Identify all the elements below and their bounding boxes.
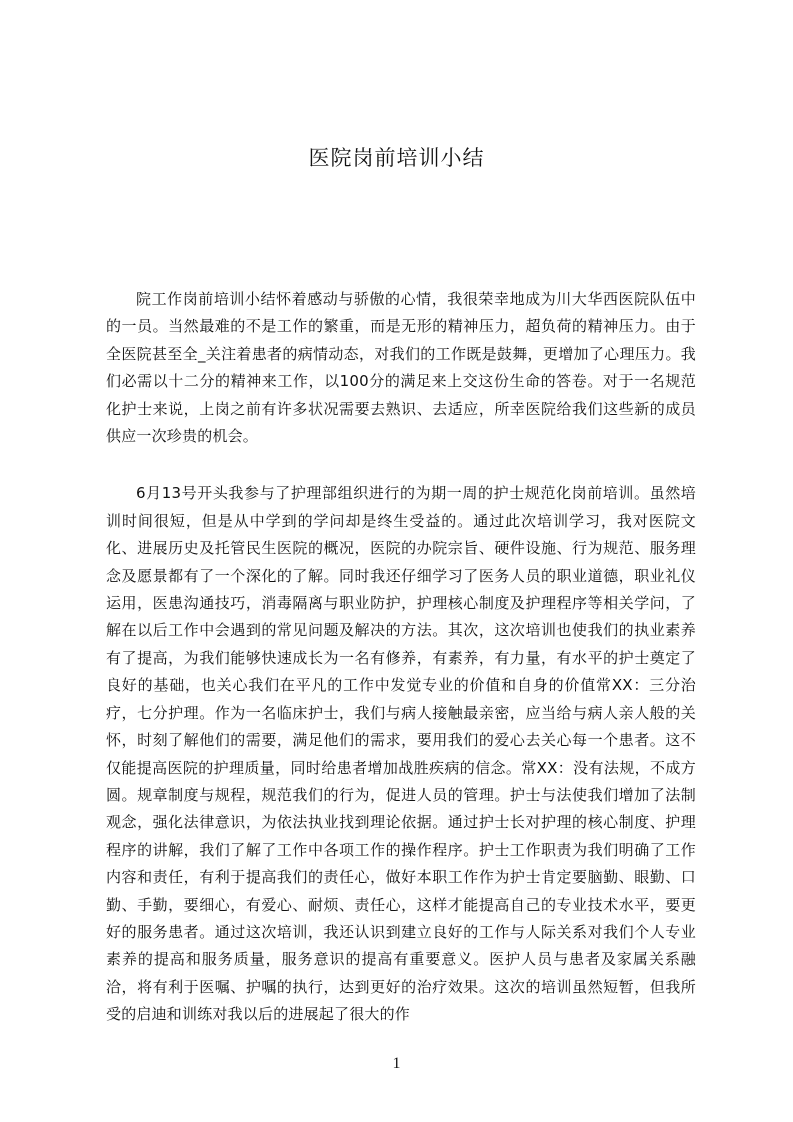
document-body (106, 286, 696, 1029)
paragraph-intro: 院工作岗前培训小结怀着感动与骄傲的心情，我很荣幸地成为川大华西医院队伍中的一员。当然最难的不是工作的繁重，而是无形的精神压力，超负荷的精神压力。由于全医院甚至全_关注着患者的病情动态，对我们的工作既是鼓舞，更增加了心理压力。我们必需以十二分的精神来工作，以100分的满足来上交这份生命的答卷。对于一名规范化护士来说，上岗之前有许多状况需要去熟识、去适应，所幸医院给我们这些新的成员供应一次珍贵的机会。 (106, 290, 696, 446)
page-number: 1 (392, 1055, 401, 1072)
document-title: 医院岗前培训小结 (308, 146, 485, 170)
paragraph-training: 6月13号开头我参与了护理部组织进行的为期一周的护士规范化岗前培训。虽然培训时间很短，但是从中学到的学问却是终生受益的。通过此次培训学习，我对医院文化、进展历史及托管民生医院的概况，医院的办院宗旨、硬件设施、行为规范、服务理念及愿景都有了一个深化的了解。同时我还仔细学习了医务人员的职业道德，职业礼仪运用，医患沟通技巧，消毒隔离与职业防护，护理核心制度及护理程序等相关学问，了解在以后工作中会遇到的常见问题及解决的方法。其次，这次培训也使我们的执业素养有了提高，为我们能够快速成长为一名有修养，有素养，有力量，有水平的护士奠定了良好的基础，也关心我们在平凡的工作中发觉专业的价值和自身的价值常XX：三分治疗，七分护理。作为一名临床护士，我们与病人接触最亲密，应当给与病人亲人般的关怀，时刻了解他们的需要，满足他们的需求，要用我们的爱心去关心每一个患者。这不仅能提高医院的护理质量，同时给患者增加战胜疾病的信念。常XX：没有法规，不成方圆。规章制度与规程，规范我们的行为，促进人员的管理。护士与法使我们增加了法制观念，强化法律意识，为依法执业找到理论依据。通过护士长对护理的核心制度、护理程序的讲解，我们了解了工作中各项工作的操作程序。护士工作职责为我们明确了工作内容和责任，有利于提高我们的责任心，做好本职工作作为护士肯定要脑勤、眼勤、口勤、手勤，要细心，有爱心、耐烦、责任心，这样才能提高自己的专业技术水平，要更好的服务患者。通过这次培训，我还认识到建立良好的工作与人际关系对我们个人专业素养的提高和服务质量，服务意识的提高有重要意义。医护人员与患者及家属关系融洽，将有利于医嘱、护嘱的执行，达到更好的治疗效果。这次的培训虽然短暂，但我所受的启迪和训练对我以后的进展起了很大的作 (106, 484, 696, 1024)
